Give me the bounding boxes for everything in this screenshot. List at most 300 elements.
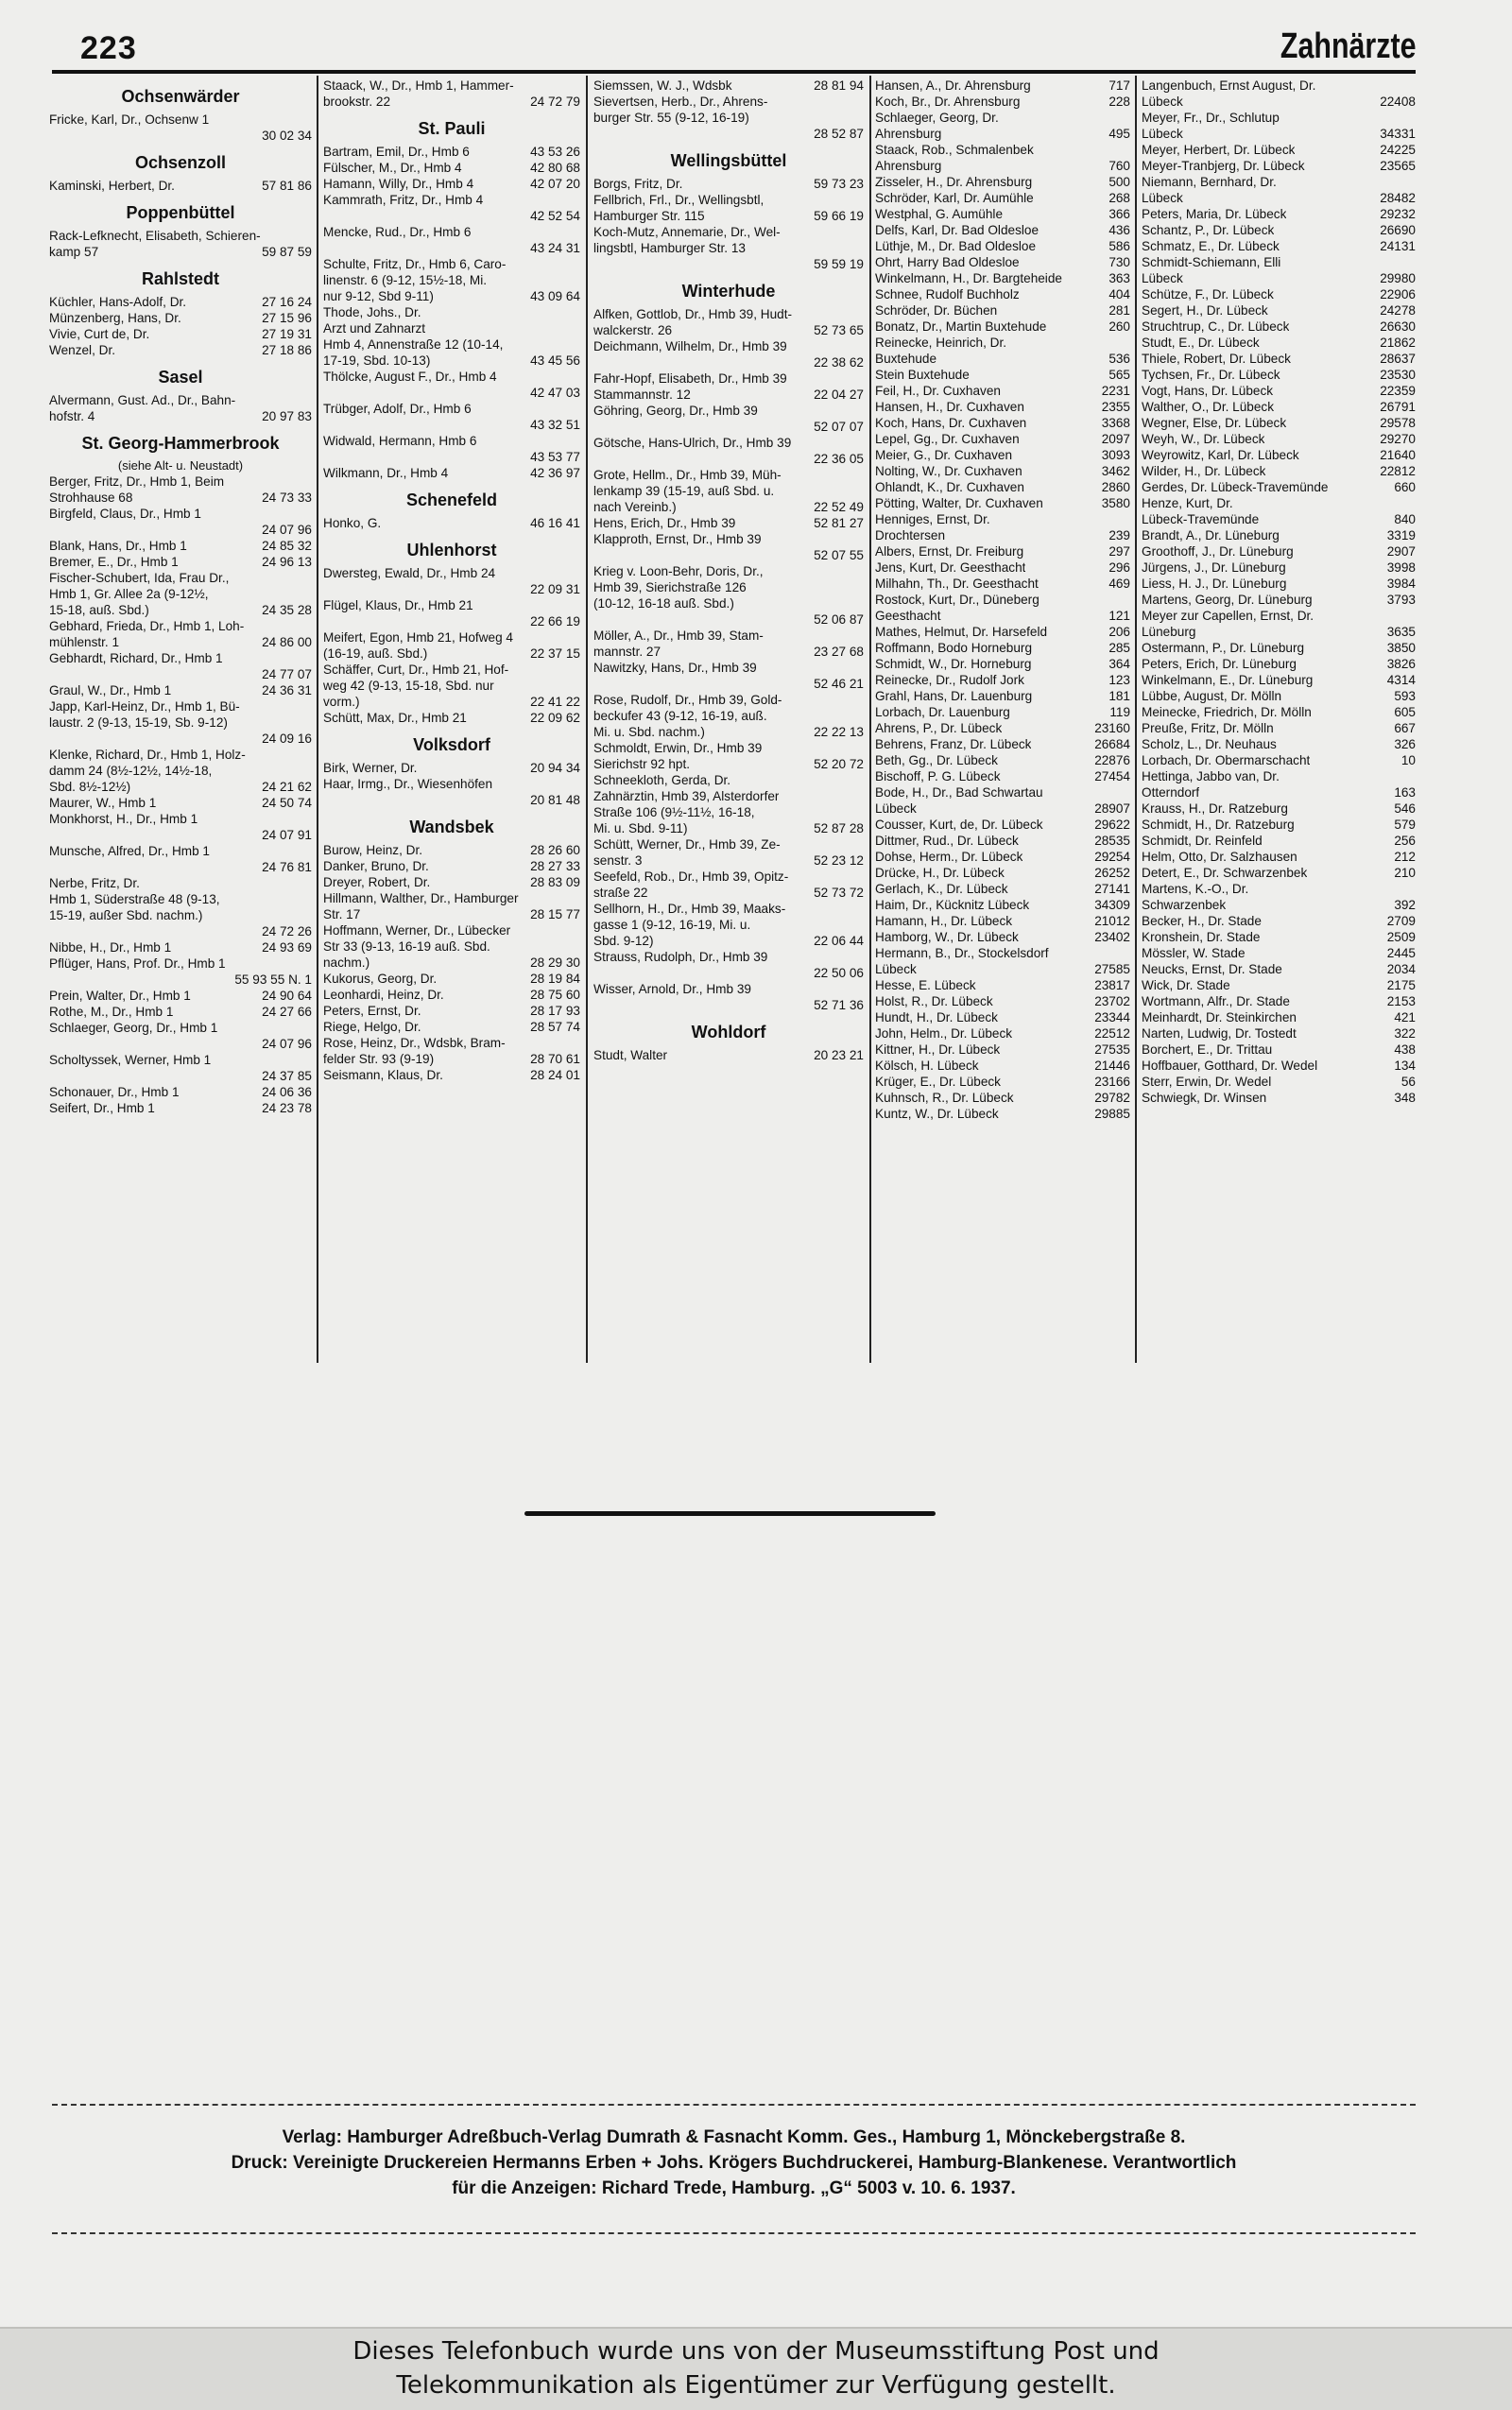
listing-row bbox=[1142, 1090, 1416, 1106]
phone-number: 27141 bbox=[1094, 882, 1130, 896]
listing-name: Hoffmann, Werner, Dr., Lübecker bbox=[323, 923, 511, 938]
listing-name: Str 33 (9-13, 16-19 auß. Sbd. bbox=[323, 939, 490, 954]
phone-number: 52 07 55 bbox=[814, 548, 864, 562]
listing-name: Meifert, Egon, Hmb 21, Hofweg 4 bbox=[323, 630, 513, 645]
section-separator bbox=[524, 1511, 936, 1516]
listing-row bbox=[323, 858, 580, 874]
listing-row bbox=[875, 881, 1130, 897]
listing-name: Niemann, Bernhard, Dr. bbox=[1142, 175, 1277, 189]
phone-number: 3368 bbox=[1101, 416, 1130, 430]
phone-number: 297 bbox=[1108, 544, 1130, 559]
phone-number: 52 73 72 bbox=[814, 886, 864, 900]
listing-row bbox=[323, 987, 580, 1003]
listing-row bbox=[1142, 929, 1416, 945]
phone-number: 21012 bbox=[1094, 914, 1130, 928]
imprint bbox=[52, 2125, 1416, 2201]
phone-number: 3793 bbox=[1386, 593, 1416, 607]
phone-number: 59 73 23 bbox=[814, 177, 864, 191]
listing-row bbox=[1142, 206, 1416, 222]
listing-row bbox=[1142, 688, 1416, 704]
listing-row bbox=[593, 611, 864, 628]
phone-number: 52 46 21 bbox=[814, 677, 864, 691]
listing-row bbox=[323, 385, 580, 401]
listing-name: Lübeck bbox=[875, 962, 917, 976]
phone-number: 730 bbox=[1108, 255, 1130, 269]
listing-row bbox=[49, 859, 312, 875]
listing-name: Hens, Erich, Dr., Hmb 39 bbox=[593, 516, 736, 530]
listing-row bbox=[875, 495, 1130, 511]
listing-row bbox=[49, 795, 312, 811]
listing-name: Klapproth, Ernst, Dr., Hmb 39 bbox=[593, 532, 762, 546]
phone-number: 256 bbox=[1394, 834, 1416, 848]
listing-name: Bischoff, P. G. Lübeck bbox=[875, 769, 1001, 783]
page-title: Zahnärzte bbox=[1280, 26, 1416, 66]
listing-name: Rose, Heinz, Dr., Wdsbk, Bram- bbox=[323, 1036, 506, 1050]
listing-row bbox=[593, 240, 864, 256]
phone-number: 660 bbox=[1394, 480, 1416, 494]
listing-row bbox=[875, 270, 1130, 286]
listing-name: Otterndorf bbox=[1142, 785, 1200, 800]
phone-number: 28 19 84 bbox=[530, 972, 580, 986]
phone-number: 181 bbox=[1108, 689, 1130, 703]
listing-row bbox=[875, 768, 1130, 784]
listing-name: Strauss, Rudolph, Dr., Hmb 39 bbox=[593, 950, 768, 964]
listing-row bbox=[593, 724, 864, 740]
listing-row bbox=[1142, 624, 1416, 640]
listing-name: Kittner, H., Dr. Lübeck bbox=[875, 1042, 1001, 1057]
phone-number: 27 19 31 bbox=[262, 327, 312, 341]
listing-name: Dreyer, Robert, Dr. bbox=[323, 875, 431, 889]
phone-number: 28 52 87 bbox=[814, 127, 864, 141]
phone-number: 20 94 34 bbox=[530, 761, 580, 775]
listing-name: Jens, Kurt, Dr. Geesthacht bbox=[875, 560, 1026, 575]
listing-row bbox=[875, 222, 1130, 238]
section-heading: Ochsenwärder bbox=[121, 87, 240, 106]
listing-row bbox=[323, 1019, 580, 1035]
phone-number: 163 bbox=[1394, 785, 1416, 800]
listing-name: Hundt, H., Dr. Lübeck bbox=[875, 1010, 998, 1024]
listing-row bbox=[875, 351, 1130, 367]
directory-column-5 bbox=[1142, 77, 1416, 1363]
listing-name: 17-19, Sbd. 10-13) bbox=[323, 353, 431, 368]
phone-number: 34331 bbox=[1380, 127, 1416, 141]
listing-row bbox=[1142, 736, 1416, 752]
listing-row bbox=[593, 306, 864, 322]
listing-row bbox=[49, 178, 312, 194]
section-heading: Wandsbek bbox=[409, 818, 494, 836]
listing-row bbox=[875, 1106, 1130, 1122]
listing-name: Staack, W., Dr., Hmb 1, Hammer- bbox=[323, 78, 514, 93]
phone-number: 2153 bbox=[1386, 994, 1416, 1008]
listing-row bbox=[49, 763, 312, 779]
listing-row bbox=[1142, 1074, 1416, 1090]
listing-name: Martens, K.-O., Dr. bbox=[1142, 882, 1249, 896]
listing-name: Lübeck bbox=[875, 801, 917, 816]
phone-number: 21446 bbox=[1094, 1059, 1130, 1073]
listing-name: Peters, Erich, Dr. Lüneburg bbox=[1142, 657, 1297, 671]
phone-number: 348 bbox=[1394, 1091, 1416, 1105]
phone-number: 3826 bbox=[1386, 657, 1416, 671]
listing-name: Prein, Walter, Dr., Hmb 1 bbox=[49, 989, 191, 1003]
phone-number: 24 21 62 bbox=[262, 780, 312, 794]
listing-row bbox=[593, 176, 864, 192]
listing-row bbox=[593, 788, 864, 804]
listing-row bbox=[49, 682, 312, 698]
listing-name: Meier, G., Dr. Cuxhaven bbox=[875, 448, 1013, 462]
banner-line-2: Telekommunikation als Eigentümer zur Verfügung gestellt. bbox=[396, 2371, 1116, 2400]
listing-row bbox=[323, 890, 580, 906]
listing-row bbox=[1142, 608, 1416, 624]
listing-row bbox=[593, 660, 864, 676]
listing-row bbox=[875, 238, 1130, 254]
listing-name: Haim, Dr., Kücknitz Lübeck bbox=[875, 898, 1030, 912]
phone-number: 24 96 13 bbox=[262, 555, 312, 569]
listing-name: Fahr-Hopf, Elisabeth, Dr., Hmb 39 bbox=[593, 371, 787, 386]
listing-row bbox=[1142, 190, 1416, 206]
listing-row bbox=[875, 720, 1130, 736]
listing-name: Wisser, Arnold, Dr., Hmb 39 bbox=[593, 982, 751, 996]
listing-row bbox=[1142, 463, 1416, 479]
listing-row bbox=[1142, 447, 1416, 463]
phone-number: 52 87 28 bbox=[814, 821, 864, 835]
listing-row bbox=[1142, 1025, 1416, 1041]
listing-name: Wegner, Else, Dr. Lübeck bbox=[1142, 416, 1287, 430]
listing-name: Henze, Kurt, Dr. bbox=[1142, 496, 1233, 510]
listing-name: Mencke, Rud., Dr., Hmb 6 bbox=[323, 225, 472, 239]
listing-name: Vogt, Hans, Dr. Lübeck bbox=[1142, 384, 1274, 398]
listing-name: Lübbe, August, Dr. Mölln bbox=[1142, 689, 1282, 703]
listing-row bbox=[875, 1041, 1130, 1058]
listing-row bbox=[1142, 238, 1416, 254]
listing-row bbox=[875, 640, 1130, 656]
listing-row bbox=[593, 94, 864, 110]
phone-number: 55 93 55 N. 1 bbox=[234, 973, 312, 987]
listing-row bbox=[1142, 431, 1416, 447]
listing-name: Mössler, W. Stade bbox=[1142, 946, 1246, 960]
listing-name: Krieg v. Loon-Behr, Doris, Dr., bbox=[593, 564, 764, 578]
phone-number: 52 81 27 bbox=[814, 516, 864, 530]
phone-number: 322 bbox=[1394, 1026, 1416, 1041]
listing-row bbox=[1142, 254, 1416, 270]
listing-row bbox=[323, 449, 580, 465]
listing-name: Möller, A., Dr., Hmb 39, Stam- bbox=[593, 628, 764, 643]
listing-row bbox=[323, 515, 580, 531]
phone-number: 59 66 19 bbox=[814, 209, 864, 223]
phone-number: 27 15 96 bbox=[262, 311, 312, 325]
listing-name: Preuße, Fritz, Dr. Mölln bbox=[1142, 721, 1274, 735]
phone-number: 28 27 33 bbox=[530, 859, 580, 873]
listing-name: Cousser, Kurt, de, Dr. Lübeck bbox=[875, 818, 1043, 832]
listing-row bbox=[323, 629, 580, 646]
listing-row bbox=[875, 608, 1130, 624]
listing-row bbox=[49, 666, 312, 682]
section-heading: Winterhude bbox=[681, 282, 776, 301]
listing-name: nachm.) bbox=[323, 955, 370, 970]
listing-row bbox=[593, 836, 864, 852]
listing-name: Schnee, Rudolf Buchholz bbox=[875, 287, 1020, 301]
phone-number: 43 32 51 bbox=[530, 418, 580, 432]
listing-name: Kukorus, Georg, Dr. bbox=[323, 972, 438, 986]
listing-row bbox=[875, 576, 1130, 592]
listing-row bbox=[1142, 977, 1416, 993]
phone-number: 43 53 77 bbox=[530, 450, 580, 464]
listing-row bbox=[49, 522, 312, 538]
listing-row bbox=[323, 1003, 580, 1019]
phone-number: 2860 bbox=[1101, 480, 1130, 494]
column-divider bbox=[317, 76, 318, 1363]
listing-row bbox=[875, 158, 1130, 174]
listing-name: Brandt, A., Dr. Lüneburg bbox=[1142, 528, 1280, 542]
phone-number: 296 bbox=[1108, 560, 1130, 575]
listing-name: Burow, Heinz, Dr. bbox=[323, 843, 423, 857]
phone-number: 3462 bbox=[1101, 464, 1130, 478]
phone-number: 260 bbox=[1108, 319, 1130, 334]
listing-row bbox=[875, 913, 1130, 929]
phone-number: 42 36 97 bbox=[530, 466, 580, 480]
listing-name: Walther, O., Dr. Lübeck bbox=[1142, 400, 1275, 414]
listing-name: Grote, Hellm., Dr., Hmb 39, Müh- bbox=[593, 468, 782, 482]
listing-row bbox=[593, 192, 864, 208]
listing-name: Hmb 4, Annenstraße 12 (10-14, bbox=[323, 337, 504, 352]
footer-rule-top bbox=[52, 2104, 1416, 2107]
listing-name: Sierichstr 92 hpt. bbox=[593, 757, 690, 771]
listing-name: Hermann, B., Dr., Stockelsdorf bbox=[875, 946, 1049, 960]
listing-name: Gebhard, Frieda, Dr., Hmb 1, Loh- bbox=[49, 619, 245, 633]
listing-row bbox=[593, 419, 864, 435]
section-heading: Rahlstedt bbox=[141, 269, 219, 288]
listing-name: Münzenberg, Hans, Dr. bbox=[49, 311, 181, 325]
listing-name: Lübeck bbox=[1142, 127, 1183, 141]
imprint-publisher: Verlag: Hamburger Adreßbuch-Verlag Dumrath & Fasnacht Komm. Ges., Hamburg 1, Mönckebergstraße 8. bbox=[282, 2127, 1186, 2147]
listing-row bbox=[593, 224, 864, 240]
listing-name: Bonatz, Dr., Martin Buxtehude bbox=[875, 319, 1047, 334]
listing-name: Kaminski, Herbert, Dr. bbox=[49, 179, 175, 193]
listing-name: Blank, Hans, Dr., Hmb 1 bbox=[49, 539, 187, 553]
listing-row bbox=[1142, 752, 1416, 768]
listing-row bbox=[323, 417, 580, 433]
listing-row bbox=[323, 336, 580, 353]
listing-name: Schwiegk, Dr. Winsen bbox=[1142, 1091, 1267, 1105]
listing-name: Holst, R., Dr. Lübeck bbox=[875, 994, 993, 1008]
listing-row bbox=[1142, 318, 1416, 335]
listing-row bbox=[49, 1052, 312, 1068]
listing-row bbox=[1142, 817, 1416, 833]
listing-row bbox=[593, 949, 864, 965]
listing-row bbox=[875, 463, 1130, 479]
listing-name: Hamburger Str. 115 bbox=[593, 209, 705, 223]
listing-name: nur 9-12, Sbd 9-11) bbox=[323, 289, 434, 303]
listing-row bbox=[49, 1036, 312, 1052]
phone-number: 239 bbox=[1108, 528, 1130, 542]
listing-name: Henniges, Ernst, Dr. bbox=[875, 512, 990, 526]
listing-row bbox=[593, 756, 864, 772]
phone-number: 57 81 86 bbox=[262, 179, 312, 193]
listing-name: gasse 1 (9-12, 16-19, Mi. u. bbox=[593, 918, 751, 932]
listing-row bbox=[875, 335, 1130, 351]
listing-name: Nawitzky, Hans, Dr., Hmb 39 bbox=[593, 661, 757, 675]
listing-row bbox=[875, 1058, 1130, 1074]
phone-number: 22876 bbox=[1094, 753, 1130, 767]
listing-name: Japp, Karl-Heinz, Dr., Hmb 1, Bü- bbox=[49, 699, 240, 714]
listing-name: Stammannstr. 12 bbox=[593, 387, 691, 402]
listing-row bbox=[49, 228, 312, 244]
listing-name: Stein Buxtehude bbox=[875, 368, 970, 382]
listing-row bbox=[593, 499, 864, 515]
listing-name: Reinecke, Heinrich, Dr. bbox=[875, 336, 1007, 350]
phone-number: 2097 bbox=[1101, 432, 1130, 446]
phone-number: 56 bbox=[1400, 1075, 1416, 1089]
listing-name: nach Vereinb.) bbox=[593, 500, 677, 514]
listing-name: felder Str. 93 (9-19) bbox=[323, 1052, 435, 1066]
phone-number: 24 35 28 bbox=[262, 603, 312, 617]
listing-row bbox=[875, 897, 1130, 913]
phone-number: 24 06 36 bbox=[262, 1085, 312, 1099]
phone-number: 366 bbox=[1108, 207, 1130, 221]
listing-row bbox=[593, 77, 864, 94]
listing-name: Nolting, W., Dr. Cuxhaven bbox=[875, 464, 1022, 478]
phone-number: 22 04 27 bbox=[814, 387, 864, 402]
listing-row bbox=[49, 843, 312, 859]
listing-name: Schlaeger, Georg, Dr., Hmb 1 bbox=[49, 1021, 218, 1035]
listing-row bbox=[323, 144, 580, 160]
listing-name: Schmatz, E., Dr. Lübeck bbox=[1142, 239, 1280, 253]
footer-rule-bottom bbox=[52, 2232, 1416, 2235]
phone-number: 500 bbox=[1108, 175, 1130, 189]
listing-row bbox=[1142, 913, 1416, 929]
listing-name: Lüthje, M., Dr. Bad Oldesloe bbox=[875, 239, 1037, 253]
listing-row bbox=[875, 1074, 1130, 1090]
listing-row bbox=[323, 581, 580, 597]
listing-row bbox=[1142, 993, 1416, 1009]
phone-number: 593 bbox=[1394, 689, 1416, 703]
listing-row bbox=[875, 624, 1130, 640]
listing-row bbox=[593, 483, 864, 499]
listing-name: Hansen, H., Dr. Cuxhaven bbox=[875, 400, 1024, 414]
column-divider bbox=[1135, 76, 1137, 1363]
phone-number: 586 bbox=[1108, 239, 1130, 253]
listing-row bbox=[1142, 126, 1416, 142]
phone-number: 24 50 74 bbox=[262, 796, 312, 810]
listing-row bbox=[49, 1004, 312, 1020]
phone-number: 24 76 81 bbox=[262, 860, 312, 874]
listing-row bbox=[49, 747, 312, 763]
phone-number: 29782 bbox=[1094, 1091, 1130, 1105]
listing-name: Groothoff, J., Dr. Lüneburg bbox=[1142, 544, 1294, 559]
listing-name: Albers, Ernst, Dr. Freiburg bbox=[875, 544, 1024, 559]
listing-row bbox=[1142, 527, 1416, 543]
listing-row bbox=[323, 906, 580, 922]
listing-row bbox=[593, 467, 864, 483]
page-header bbox=[52, 26, 1416, 70]
listing-row bbox=[875, 94, 1130, 110]
phone-number: 24 07 91 bbox=[262, 828, 312, 842]
phone-number: 27535 bbox=[1094, 1042, 1130, 1057]
listing-row bbox=[49, 972, 312, 988]
phone-number: 24 72 26 bbox=[262, 924, 312, 938]
listing-name: Nerbe, Fritz, Dr. bbox=[49, 876, 140, 890]
phone-number: 28 70 61 bbox=[530, 1052, 580, 1066]
phone-number: 2907 bbox=[1386, 544, 1416, 559]
listing-name: Geesthacht bbox=[875, 609, 941, 623]
listing-row bbox=[49, 714, 312, 731]
section-heading: Uhlenhorst bbox=[406, 541, 497, 559]
phone-number: 42 80 68 bbox=[530, 161, 580, 175]
listing-row bbox=[875, 206, 1130, 222]
listing-row bbox=[875, 800, 1130, 817]
listing-name: hofstr. 4 bbox=[49, 409, 95, 423]
listing-name: Borgs, Fritz, Dr. bbox=[593, 177, 683, 191]
phone-number: 22 66 19 bbox=[530, 614, 580, 628]
section-note: (siehe Alt- u. Neustadt) bbox=[117, 458, 244, 473]
listing-name: Langenbuch, Ernst August, Dr. bbox=[1142, 78, 1316, 93]
listing-row bbox=[1142, 495, 1416, 511]
listing-row bbox=[875, 142, 1130, 158]
listing-name: Martens, Georg, Dr. Lüneburg bbox=[1142, 593, 1313, 607]
phone-number: 23160 bbox=[1094, 721, 1130, 735]
listing-name: Ostermann, P., Dr. Lüneburg bbox=[1142, 641, 1305, 655]
phone-number: 23565 bbox=[1380, 159, 1416, 173]
listing-row bbox=[323, 1051, 580, 1067]
listing-row bbox=[875, 1090, 1130, 1106]
listing-name: Koch, Br., Dr. Ahrensburg bbox=[875, 95, 1021, 109]
listing-name: Ohrt, Harry Bad Oldesloe bbox=[875, 255, 1020, 269]
listing-row bbox=[875, 592, 1130, 608]
listing-row bbox=[593, 628, 864, 644]
listing-row bbox=[1142, 415, 1416, 431]
listing-row bbox=[875, 286, 1130, 302]
listing-row bbox=[323, 320, 580, 336]
listing-name: 15-18, auß. Sbd.) bbox=[49, 603, 149, 617]
listing-name: Sievertsen, Herb., Dr., Ahrens- bbox=[593, 95, 768, 109]
listing-row bbox=[875, 1009, 1130, 1025]
listing-name: Meyer, Fr., Dr., Schlutup bbox=[1142, 111, 1280, 125]
listing-row bbox=[593, 256, 864, 272]
listing-row bbox=[323, 77, 580, 94]
listing-row bbox=[49, 408, 312, 424]
listing-name: Winkelmann, E., Dr. Lüneburg bbox=[1142, 673, 1314, 687]
listing-row bbox=[323, 288, 580, 304]
phone-number: 29232 bbox=[1380, 207, 1416, 221]
listing-row bbox=[1142, 222, 1416, 238]
listing-row bbox=[49, 923, 312, 939]
listing-row bbox=[593, 370, 864, 387]
listing-name: Mathes, Helmut, Dr. Harsefeld bbox=[875, 625, 1048, 639]
listing-name: Küchler, Hans-Adolf, Dr. bbox=[49, 295, 187, 309]
phone-number: 29578 bbox=[1380, 416, 1416, 430]
phone-number: 28535 bbox=[1094, 834, 1130, 848]
phone-number: 22 38 62 bbox=[814, 355, 864, 370]
listing-name: Detert, E., Dr. Schwarzenbek bbox=[1142, 866, 1308, 880]
listing-name: Milhahn, Th., Dr. Geesthacht bbox=[875, 577, 1039, 591]
listing-row bbox=[875, 736, 1130, 752]
listing-name: Riege, Helgo, Dr. bbox=[323, 1020, 421, 1034]
listing-row bbox=[875, 849, 1130, 865]
listing-row bbox=[1142, 640, 1416, 656]
listing-row bbox=[1142, 110, 1416, 126]
section-heading: Poppenbüttel bbox=[126, 203, 235, 222]
phone-number: 281 bbox=[1108, 303, 1130, 318]
listing-row bbox=[49, 392, 312, 408]
section-heading: Schenefeld bbox=[405, 491, 498, 509]
listing-name: Hansen, A., Dr. Ahrensburg bbox=[875, 78, 1031, 93]
listing-row bbox=[49, 326, 312, 342]
listing-name: Schlaeger, Georg, Dr. bbox=[875, 111, 999, 125]
listing-name: Studt, E., Dr. Lübeck bbox=[1142, 336, 1260, 350]
phone-number: 438 bbox=[1394, 1042, 1416, 1057]
listing-row bbox=[1142, 383, 1416, 399]
listing-row bbox=[323, 710, 580, 726]
phone-number: 667 bbox=[1394, 721, 1416, 735]
